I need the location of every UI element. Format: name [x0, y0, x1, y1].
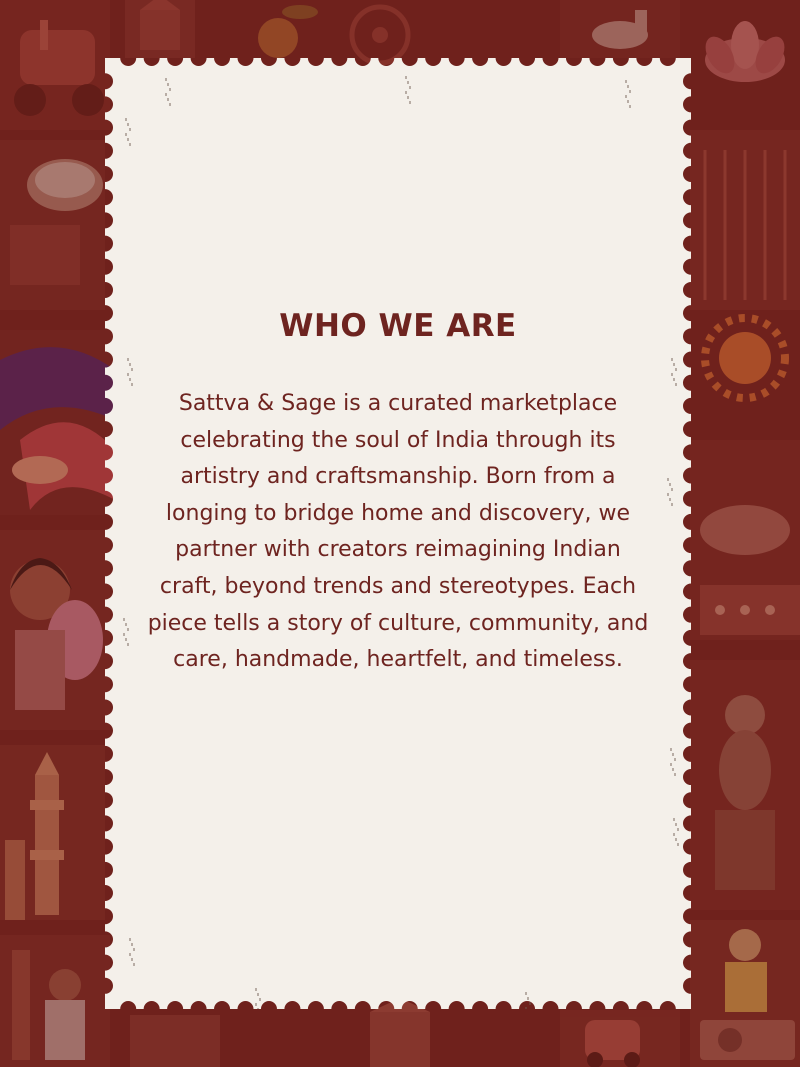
stamp-content: [145, 308, 651, 679]
palace-illustration: [125, 0, 195, 58]
textile-illustration: [0, 330, 115, 515]
scooter-illustration: [0, 0, 110, 130]
craft-hands-illustration: [690, 440, 800, 640]
rice-bowl-illustration: [0, 140, 105, 310]
street-vendor-illustration: [0, 935, 110, 1067]
auto-rickshaw-illustration: [560, 1010, 680, 1067]
about-paragraph: Sattva & Sage is a curated marketplace celebrating the soul of India through its artistry and craftsmanship. Born from a longing to bridge home and discovery, we partner with creators reimagining Indian craft, beyond trends and stereotypes. Each piece tells a story of culture, community, and care, handmade, heartfelt, and timeless.: [147, 391, 649, 673]
dj-woman-illustration: [690, 920, 800, 1067]
section-heading: WHO WE ARE: [279, 308, 517, 344]
monkey-illustration: [690, 660, 800, 910]
woman-portrait-illustration: [0, 530, 110, 730]
horse-illustration: [560, 0, 680, 58]
minaret-illustration: [0, 745, 105, 920]
postage-stamp-card: [105, 58, 691, 1009]
loom-illustration: [690, 130, 800, 310]
